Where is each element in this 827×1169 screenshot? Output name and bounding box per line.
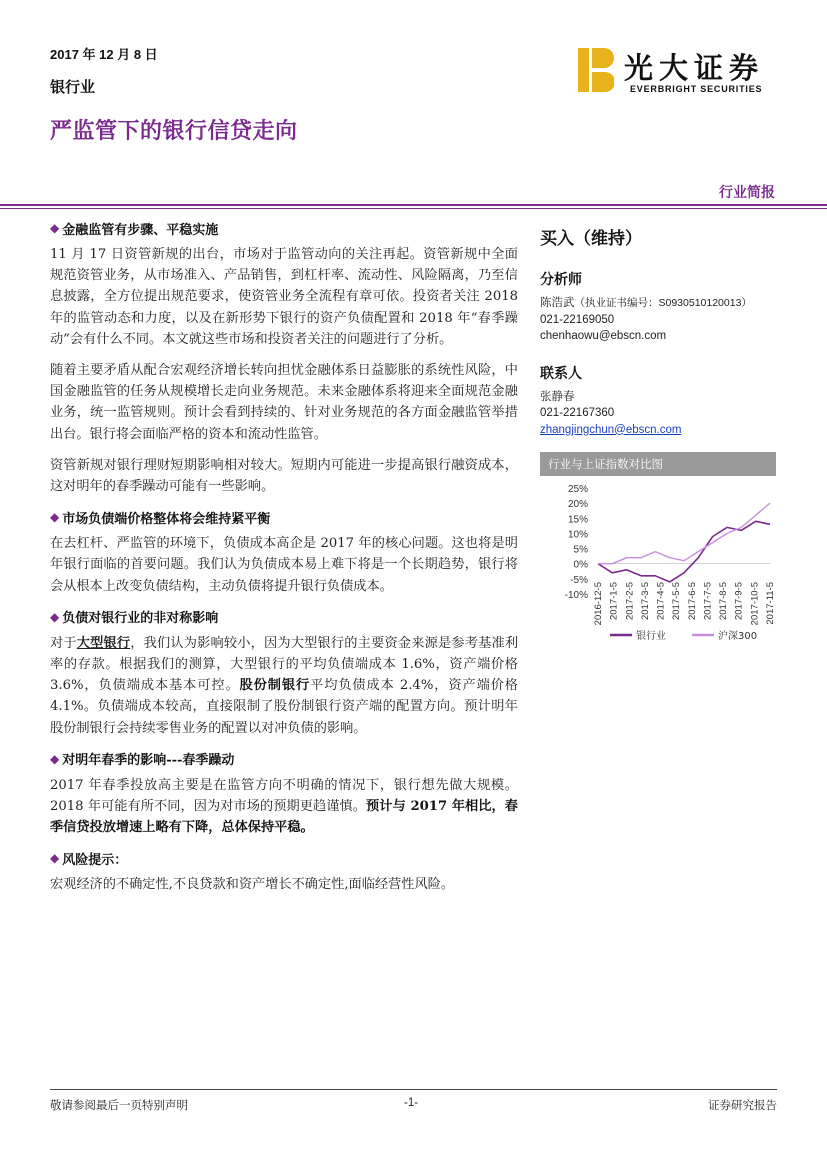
footer-report-label: 证券研究报告 xyxy=(708,1098,777,1112)
section-heading-text: 对明年春季的影响---春季躁动 xyxy=(62,753,235,769)
everbright-logo-icon xyxy=(578,48,614,92)
x-tick-label: 2017-7-5 xyxy=(702,582,714,621)
side-panel xyxy=(540,224,780,438)
x-tick-label: 2017-6-5 xyxy=(686,582,698,621)
body-paragraph xyxy=(50,633,518,739)
analyst-phone: 021-22169050 xyxy=(540,313,615,326)
section-heading xyxy=(50,848,518,868)
page-number: -1- xyxy=(404,1097,419,1109)
x-tick-label: 2017-9-5 xyxy=(733,582,745,621)
section-heading-text: 市场负债端价格整体将会维持紧平衡 xyxy=(62,511,271,527)
y-tick-label: 15% xyxy=(567,514,588,526)
x-tick-label: 2017-4-5 xyxy=(655,582,667,621)
x-tick-label: 2017-10-5 xyxy=(749,582,761,626)
body-paragraph xyxy=(50,244,518,350)
contact-phone: 021-22167360 xyxy=(540,407,615,419)
text-run: 对于 xyxy=(50,635,77,651)
analyst-line xyxy=(540,295,780,312)
body-paragraph xyxy=(50,533,518,597)
y-tick-label: -10% xyxy=(564,590,588,601)
text-run: 随着主要矛盾从配合宏观经济增长转向担忧金融体系日益膨胀的系统性风险，中国金融监管的任务从规模增长走向业务规范。未来金融体系将迎来全面规范金融业务，统一监管规则。预计会看到持续的、针对业务规范的各方面金融监管举措出台。银行将会面临严格的资本和流动性监管。 xyxy=(50,363,518,442)
text-run: 2017 年春季投放高主要是在监管方向不明确的情况下，银行想先做大规模。2018 年可能有所不同，因为对市场的预期更趋谨慎。 xyxy=(50,777,518,815)
y-tick-label: 25% xyxy=(567,484,588,495)
section-heading-text: 风险提示： xyxy=(62,852,128,868)
main-content xyxy=(50,218,518,906)
chart-title-bar: 行业与上证指数对比图 xyxy=(540,452,776,476)
text-run: 在去杠杆、严监管的环境下，负债成本高企是 2017 年的核心问题。这也将是明年银行面临的首要问题。我们认为负债成本易上难下将是一个长期趋势，银行将会从根本上改变负债结构，主动负债将提升银行负债成本。 xyxy=(50,536,518,594)
x-tick-label: 2017-5-5 xyxy=(671,582,683,621)
body-paragraph xyxy=(50,874,518,895)
text-run: 平均负债成本 2.4%，资产端价格 4.1%。负债端成本较高，直接限制了股份制银行资产端的配置方向。预计明年股份制银行会持续零售业务的配置以对冲负债的影响。 xyxy=(50,678,518,736)
index-comparison-chart xyxy=(540,478,780,650)
series-line-bank xyxy=(598,521,770,582)
section-heading xyxy=(50,607,518,627)
series-line-csi300 xyxy=(598,503,770,564)
header-divider xyxy=(0,204,827,206)
industry-label: 银行业 xyxy=(50,78,96,96)
analyst-email[interactable]: chenhaowu@ebscn.com xyxy=(540,330,667,342)
header-divider-thin xyxy=(0,208,827,209)
text-run: 预计与 2017 年相比，春季信贷投放增速上略有下降，总体保持平稳。 xyxy=(50,799,518,836)
section-heading-text: 负债对银行业的非对称影响 xyxy=(62,611,219,627)
logo-chinese-name: 光大证券 xyxy=(624,51,765,85)
x-tick-label: 2017-11-5 xyxy=(765,582,776,625)
diamond-bullet-icon: ◆ xyxy=(50,609,60,624)
section-heading xyxy=(50,507,518,527)
x-tick-label: 2017-1-5 xyxy=(608,582,620,621)
body-paragraph xyxy=(50,455,518,497)
y-tick-label: -5% xyxy=(570,574,588,586)
diamond-bullet-icon: ◆ xyxy=(50,851,60,866)
y-tick-label: 5% xyxy=(573,544,588,556)
y-tick-label: 0% xyxy=(573,559,588,571)
body-paragraph xyxy=(50,775,518,839)
contact-name: 张静春 xyxy=(540,390,575,403)
x-tick-label: 2017-3-5 xyxy=(639,582,651,621)
legend-label: 银行业 xyxy=(636,631,666,642)
rating: 买入（维持） xyxy=(540,229,642,249)
report-date: 2017 年 12 月 8 日 xyxy=(50,47,158,62)
text-run: 资管新规对银行理财短期影响相对较大。短期内可能进一步提高银行融资成本，这对明年的春季躁动可能有一些影响。 xyxy=(50,457,518,495)
diamond-bullet-icon: ◆ xyxy=(50,510,60,525)
report-title: 严监管下的银行信贷走向 xyxy=(50,119,298,144)
x-tick-label: 2016-12-5 xyxy=(593,582,604,626)
body-paragraph xyxy=(50,360,518,445)
y-tick-label: 10% xyxy=(567,529,588,541)
legend-label: 沪深300 xyxy=(718,631,758,642)
analyst-name: 陈浩武 xyxy=(540,297,575,309)
logo-english-name: EVERBRIGHT SECURITIES xyxy=(630,84,763,94)
analyst-heading: 分析师 xyxy=(540,272,582,288)
text-run: 11 月 17 日资管新规的出台，市场对于监管动向的关注再起。资管新规中全面规范资管业务，从市场准入、产品销售，到杠杆率、流动性、风险隔离，乃至信息披露，全方位提出规范要求，使资管业务全流程有章可依。投资者关注 2018 年的监管动态和力度，以及在新形势下银行的资产负债配置和 2018 年“春季躁动”会有什么不同。本文就这些市场和投资者关注的问题进行了分析。 xyxy=(50,247,518,347)
footer-disclaimer: 敬请参阅最后一页特别声明 xyxy=(50,1098,188,1112)
y-tick-label: 20% xyxy=(567,499,588,511)
x-tick-label: 2017-2-5 xyxy=(624,582,636,621)
diamond-bullet-icon: ◆ xyxy=(50,221,60,235)
analyst-cert: （执业证书编号：S0930510120013） xyxy=(574,297,752,309)
text-run: 股份制银行 xyxy=(239,678,311,694)
diamond-bullet-icon: ◆ xyxy=(50,751,60,766)
text-run: ，我们认为影响较小，因为大型银行的主要资金来源是参考基准利率的存款。根据我们的测算，大型银行的平均负债端成本 1.6%，资产端价格 3.6%，负债端成本基本可控。 xyxy=(50,635,519,694)
section-heading-text: 金融监管有步骤、平稳实施 xyxy=(62,222,219,238)
contact-email-link[interactable]: zhangjingchun@ebscn.com xyxy=(540,423,682,436)
section-heading xyxy=(50,218,518,238)
footer-divider xyxy=(50,1089,777,1090)
text-run: 宏观经济的不确定性,不良贷款和资产增长不确定性,面临经营性风险。 xyxy=(50,877,455,893)
report-type: 行业简报 xyxy=(719,185,775,201)
contact-heading: 联系人 xyxy=(540,365,582,382)
text-run: 大型银行 xyxy=(76,635,131,651)
section-heading xyxy=(50,749,518,769)
x-tick-label: 2017-8-5 xyxy=(718,582,730,621)
